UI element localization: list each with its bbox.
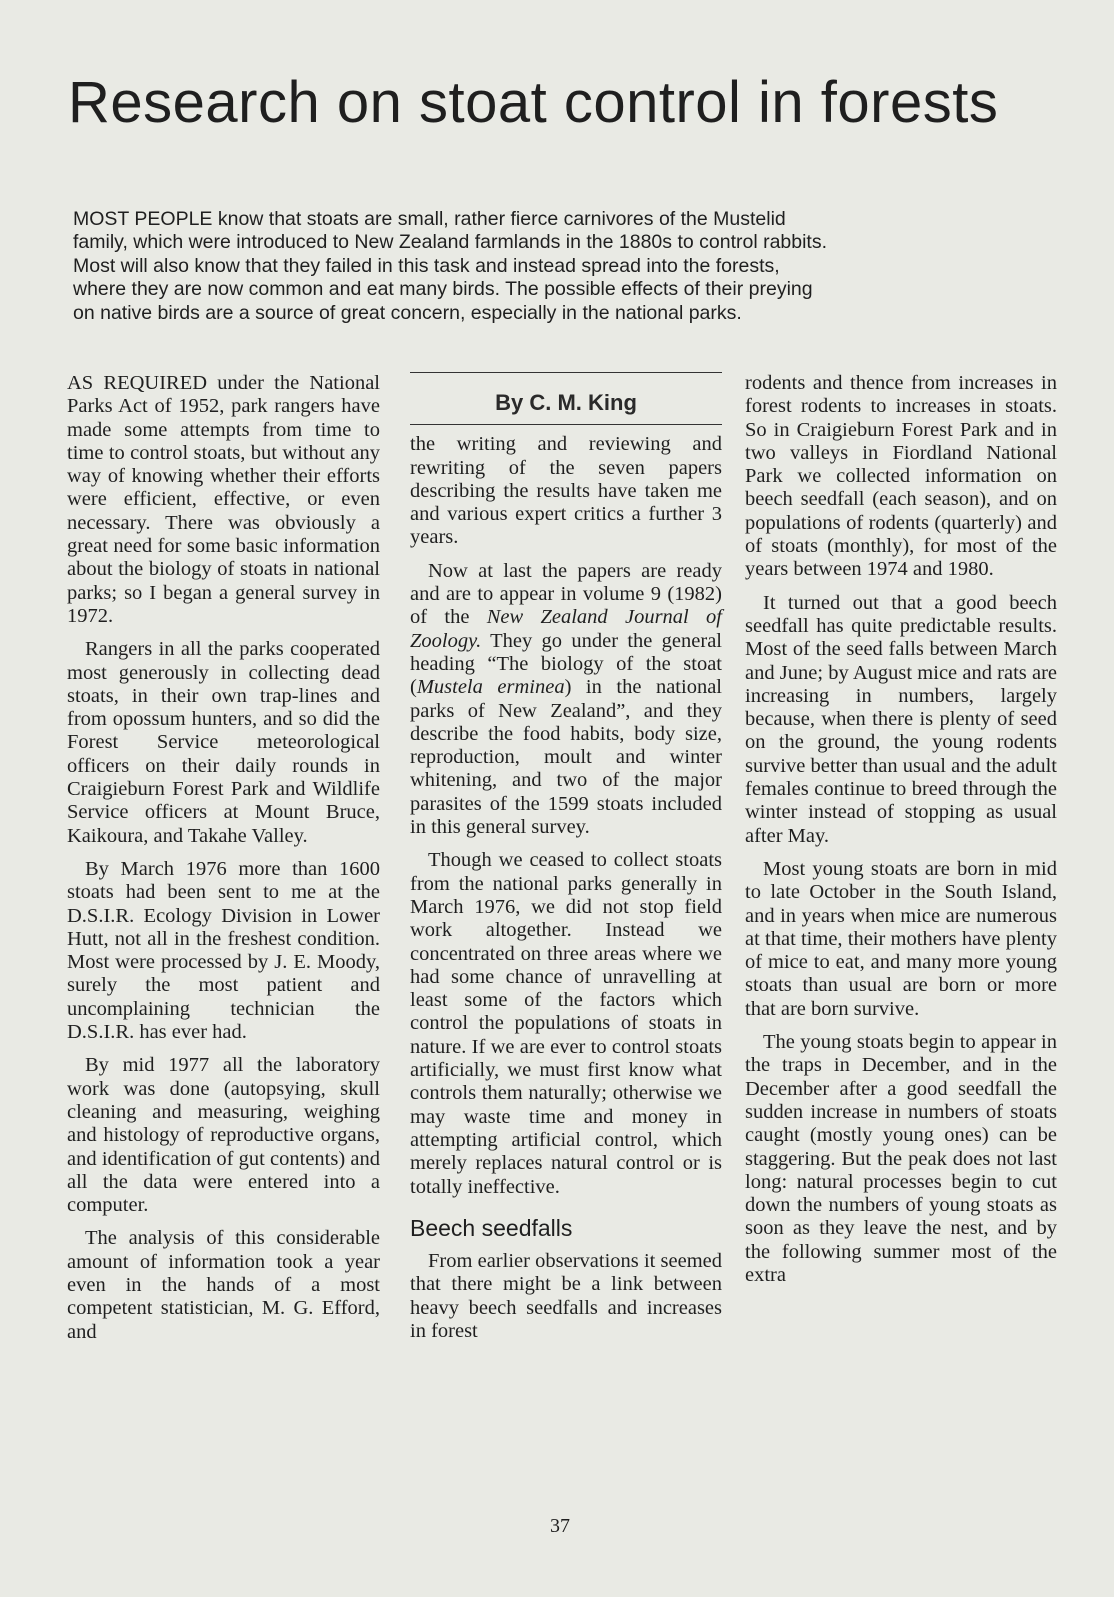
page-number: 37 [550, 1515, 570, 1537]
bottom-rule [410, 424, 722, 425]
text-run: They go under the general heading “The biology of the stoat ( [410, 629, 722, 699]
body-paragraph: From earlier observations it seemed that there might be a link between heavy beech seedfalls and increases in forest [410, 1250, 722, 1342]
body-paragraph [410, 560, 722, 840]
body-paragraph: Though we ceased to collect stoats from the national parks generally in March 1976, we did not stop field work altogether. Instead we concentrated on three areas where we had some chance of unravelling at least some of the factors which control the populations of stoats in nature. If we are ever to control stoats artificially, we must first know what controls them naturally; otherwise we may waste time and money in attempting artificial control, which merely replaces natural control or is totally ineffective. [410, 849, 722, 1198]
author-byline: By C. M. King [495, 390, 637, 415]
intro-paragraph: MOST PEOPLE know that stoats are small, rather fierce carnivores of the Mustelid family, which were introduced to New Zealand farmlands in the 1880s to control rabbits. Most will also know that they failed in this task and instead spread into the forests, where they are now common and eat many birds. The possible effects of their preying on native birds are a source of great concern, especially in the national parks. [73, 208, 828, 324]
section-heading: Beech seedfalls [410, 1214, 573, 1241]
body-paragraph: the writing and reviewing and rewriting of the seven papers describing the results have taken me and various expert critics a further 3 years. [410, 433, 722, 549]
body-paragraph: By March 1976 more than 1600 stoats had been sent to me at the D.S.I.R. Ecology Division in Lower Hutt, not all in the freshest condition. Most were processed by J. E. Moody, surely the most patient and uncomplaining technician the D.S.I.R. has ever had. [67, 857, 380, 1044]
body-paragraph: The analysis of this considerable amount of information took a year even in the hands of a most competent statistician, M. G. Efford, and [67, 1227, 380, 1343]
species-name: Mustela erminea [416, 676, 565, 699]
text-run: ) in the national parks of New Zealand”, and they describe the food habits, body size, reproduction, moult and winter whitening, and two of the major parasites of the 1599 stoats included in this general survey. [410, 676, 722, 839]
body-paragraph: rodents and thence from increases in forest rodents to increases in stoats. So in Craigieburn Forest Park and in two valleys in Fiordland National Park we collected information on beech seedfall (each season), and on populations of rodents (quarterly) and of stoats (monthly), for most of the years between 1974 and 1980. [745, 372, 1057, 581]
body-paragraph: The young stoats begin to appear in the traps in December, and in the December after a good seedfall the sudden increase in numbers of stoats caught (mostly young ones) can be staggering. But the peak does not last long: natural processes begin to cut down the numbers of young stoats as soon as they leave the nest, and by the following summer most of the extra [745, 1031, 1057, 1286]
body-paragraph: AS REQUIRED under the National Parks Act of 1952, park rangers have made some attempts from time to time to control stoats, but without any way of knowing whether their efforts were efficient, effective, or even necessary. There was obviously a great need for some basic information about the biology of stoats in national parks; so I began a general survey in 1972. [67, 372, 380, 627]
article-title: Research on stoat control in forests [68, 70, 999, 135]
body-paragraph: Rangers in all the parks cooperated most generously in collecting dead stoats, in their own trap-lines and from opossum hunters, and so did the Forest Service meteorological officers on their daily rounds in Craigieburn Forest Park and Wildlife Service officers at Mount Bruce, Kaikoura, and Takahe Valley. [67, 638, 380, 847]
column-1 [67, 372, 380, 1354]
body-paragraph: Most young stoats are born in mid to late October in the South Island, and in years when mice are numerous at that time, their mothers have plenty of mice to eat, and many more young stoats than usual are born or more that are born survive. [745, 857, 1057, 1020]
body-paragraph: It turned out that a good beech seedfall has quite predictable results. Most of the seed falls between March and June; by August mice and rats are increasing in numbers, largely because, when there is plenty of seed on the ground, the young rodents survive better than usual and the adult females continue to breed through the winter instead of stopping as usual after May. [745, 591, 1057, 847]
column-2 [410, 372, 722, 1353]
journal-name: New Zealand Journal of Zoology. [410, 606, 723, 652]
text-run: Now at last the papers are ready and are to appear in volume 9 (1982) of the [410, 559, 722, 629]
body-paragraph: By mid 1977 all the laboratory work was done (autopsying, skull cleaning and measuring, weighing and histology of reproductive organs, and identification of gut contents) and all the data were entered into a computer. [67, 1054, 380, 1217]
byline-block [410, 372, 722, 425]
column-3 [745, 372, 1057, 1297]
